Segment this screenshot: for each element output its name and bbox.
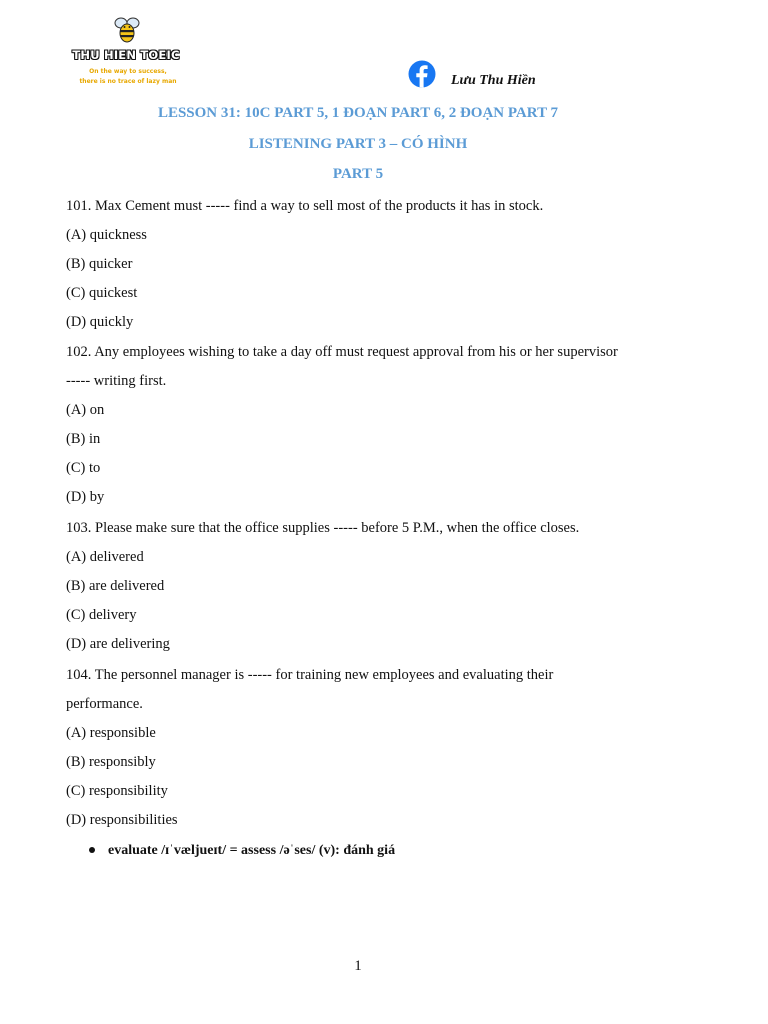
question-103-stem: 103. Please make sure that the office supplies ----- before 5 P.M., when the office closes. bbox=[66, 520, 580, 536]
logo-brand-text: THU HIEN TOEIC bbox=[72, 48, 180, 62]
facebook-icon[interactable] bbox=[408, 60, 436, 88]
logo-tagline-1: On the way to success, bbox=[89, 68, 167, 75]
question-104-stem-line-2: performance. bbox=[66, 696, 143, 712]
question-104-option-c: (C) responsibility bbox=[66, 783, 168, 799]
question-103-option-c: (C) delivery bbox=[66, 607, 137, 623]
listening-title: LISTENING PART 3 – CÓ HÌNH bbox=[248, 136, 468, 152]
question-103-option-a: (A) delivered bbox=[66, 549, 144, 565]
question-102-option-c: (C) to bbox=[66, 460, 101, 476]
bullet-icon bbox=[88, 846, 96, 854]
part-title: PART 5 bbox=[332, 166, 384, 182]
logo-tagline-2: there is no trace of lazy man bbox=[79, 78, 177, 85]
question-102-stem-line-2: ----- writing first. bbox=[66, 373, 167, 389]
vocabulary-note: evaluate /ɪˈvæljueɪt/ = assess /əˈses/ (v): đánh giá bbox=[108, 843, 396, 858]
lesson-title: LESSON 31: 10C PART 5, 1 ĐOẠN PART 6, 2 ĐOẠN PART 7 bbox=[157, 105, 559, 121]
question-102-option-b: (B) in bbox=[66, 431, 101, 447]
question-104-option-a: (A) responsible bbox=[66, 725, 156, 741]
question-102-stem-line-1: 102. Any employees wishing to take a day off must request approval from his or her supervisor bbox=[66, 344, 618, 360]
question-101-option-b: (B) quicker bbox=[66, 256, 133, 272]
question-101-option-a: (A) quickness bbox=[66, 227, 147, 243]
question-101-stem: 101. Max Cement must ----- find a way to sell most of the products it has in stock. bbox=[66, 198, 544, 214]
question-103-option-d: (D) are delivering bbox=[66, 636, 170, 652]
question-101-option-c: (C) quickest bbox=[66, 285, 138, 301]
question-104-stem-line-1: 104. The personnel manager is ----- for training new employees and evaluating their bbox=[66, 667, 554, 683]
question-104-option-d: (D) responsibilities bbox=[66, 812, 178, 828]
logo bbox=[64, 12, 188, 92]
page-number: 1 bbox=[354, 958, 362, 974]
question-103-option-b: (B) are delivered bbox=[66, 578, 165, 594]
question-101-option-d: (D) quickly bbox=[66, 314, 134, 330]
bee-icon bbox=[112, 14, 142, 44]
question-102-option-d: (D) by bbox=[66, 489, 105, 505]
question-102-option-a: (A) on bbox=[66, 402, 105, 418]
question-104-option-b: (B) responsibly bbox=[66, 754, 156, 770]
author-name: Lưu Thu Hiền bbox=[451, 73, 536, 88]
